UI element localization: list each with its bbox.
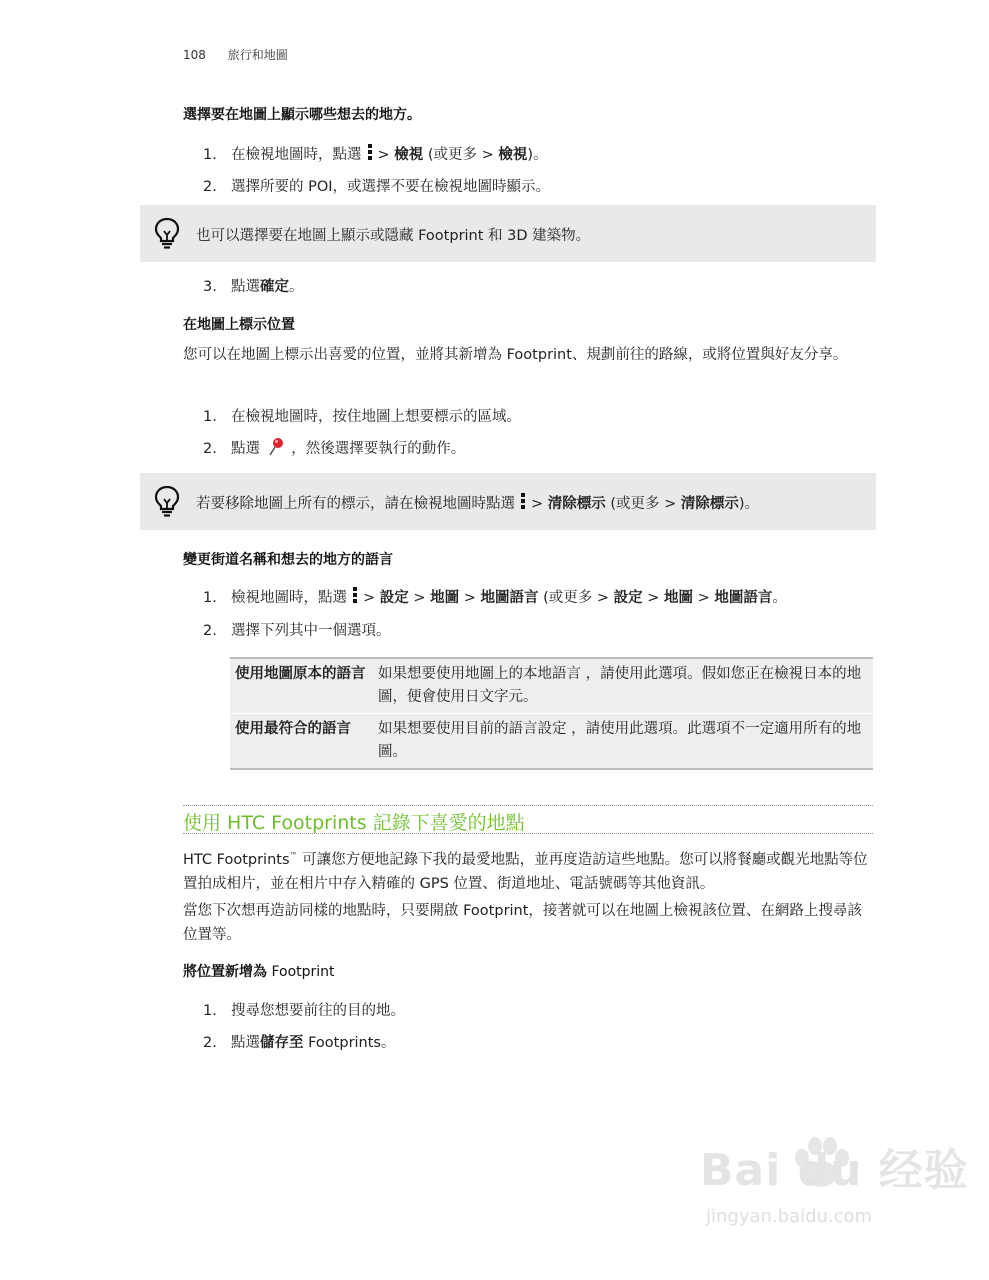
- tip-box: [140, 473, 876, 530]
- watermark-logo: Bai du 经验: [700, 1145, 969, 1196]
- page-number: 108: [183, 48, 206, 62]
- section-heading-language: 變更街道名稱和想去的地方的語言: [183, 552, 393, 568]
- section-divider: [183, 805, 873, 806]
- lightbulb-icon: [154, 217, 180, 249]
- chapter-title: 旅行和地圖: [227, 48, 288, 62]
- pushpin-icon: [267, 437, 285, 457]
- paragraph: 您可以在地圖上標示出喜愛的位置，並將其新增為 Footprint、規劃前往的路線，或將位置與好友分享。: [183, 347, 848, 363]
- list-item: 1. 在檢視地圖時，按住地圖上想要標示的區域。: [203, 409, 521, 425]
- list-item: 1. 搜尋您想要前往的目的地。: [203, 1003, 405, 1019]
- list-item: 3. 點選確定。: [203, 279, 304, 295]
- option-key: 使用地圖原本的語言: [230, 658, 373, 714]
- list-item: 2. 選擇所要的 POI，或選擇不要在檢視地圖時顯示。: [203, 179, 551, 195]
- paragraph: HTC Footprints™ 可讓您方便地記錄下我的最愛地點，並再度造訪這些地點。您可以將餐廳或觀光地點等位置拍成相片，並在相片中存入精確的 GPS 位置、街道地址、電話號碼等其他資訊。: [183, 851, 868, 892]
- watermark-url: jingyan.baidu.com: [706, 1206, 873, 1227]
- section-heading-mark: 在地圖上標示位置: [183, 317, 295, 333]
- section-title-footprints: 使用 HTC Footprints 記錄下喜愛的地點: [183, 812, 525, 834]
- list-item: 2. 點選儲存至 Footprints。: [203, 1035, 396, 1051]
- lightbulb-icon: [154, 485, 180, 517]
- list-item: 2. 點選 ，然後選擇要執行的動作。: [203, 437, 465, 458]
- section-heading-add-footprint: 將位置新增為 Footprint: [183, 964, 335, 980]
- more-menu-icon: [353, 587, 357, 605]
- section-divider: [183, 833, 873, 834]
- option-desc: 如果想要使用地圖上的本地語言 ，請使用此選項。假如您正在檢視日本的地圖，便會使用日文字元。: [373, 658, 873, 714]
- list-item: 1. 在檢視地圖時，點選 > 檢視 (或更多 > 檢視)。: [203, 143, 548, 164]
- tip-text: 若要移除地圖上所有的標示，請在檢視地圖時點選 > 清除標示 (或更多 > 清除標示)。: [196, 492, 759, 513]
- page-header: [183, 46, 306, 63]
- tip-text: 也可以選擇要在地圖上顯示或隱藏 Footprint 和 3D 建築物。: [196, 228, 591, 244]
- table-row: [230, 658, 873, 714]
- section-heading-poi: 選擇要在地圖上顯示哪些想去的地方。: [183, 107, 421, 123]
- more-menu-icon: [368, 144, 372, 162]
- list-item: 1. 檢視地圖時，點選 > 設定 > 地圖 > 地圖語言 (或更多 > 設定 > 地圖 > 地圖語言。: [203, 586, 787, 607]
- more-menu-icon: [521, 493, 525, 511]
- table-row: [230, 714, 873, 770]
- language-options-table: [230, 657, 873, 770]
- tip-box: [140, 205, 876, 262]
- option-key: 使用最符合的語言: [230, 714, 373, 770]
- list-item: 2. 選擇下列其中一個選項。: [203, 623, 391, 639]
- paragraph: 當您下次想再造訪同樣的地點時，只要開啟 Footprint，接著就可以在地圖上檢視該位置、在網路上搜尋該位置等。: [183, 903, 862, 943]
- option-desc: 如果想要使用目前的語言設定 ，請使用此選項。此選項不一定適用所有的地圖。: [373, 714, 873, 770]
